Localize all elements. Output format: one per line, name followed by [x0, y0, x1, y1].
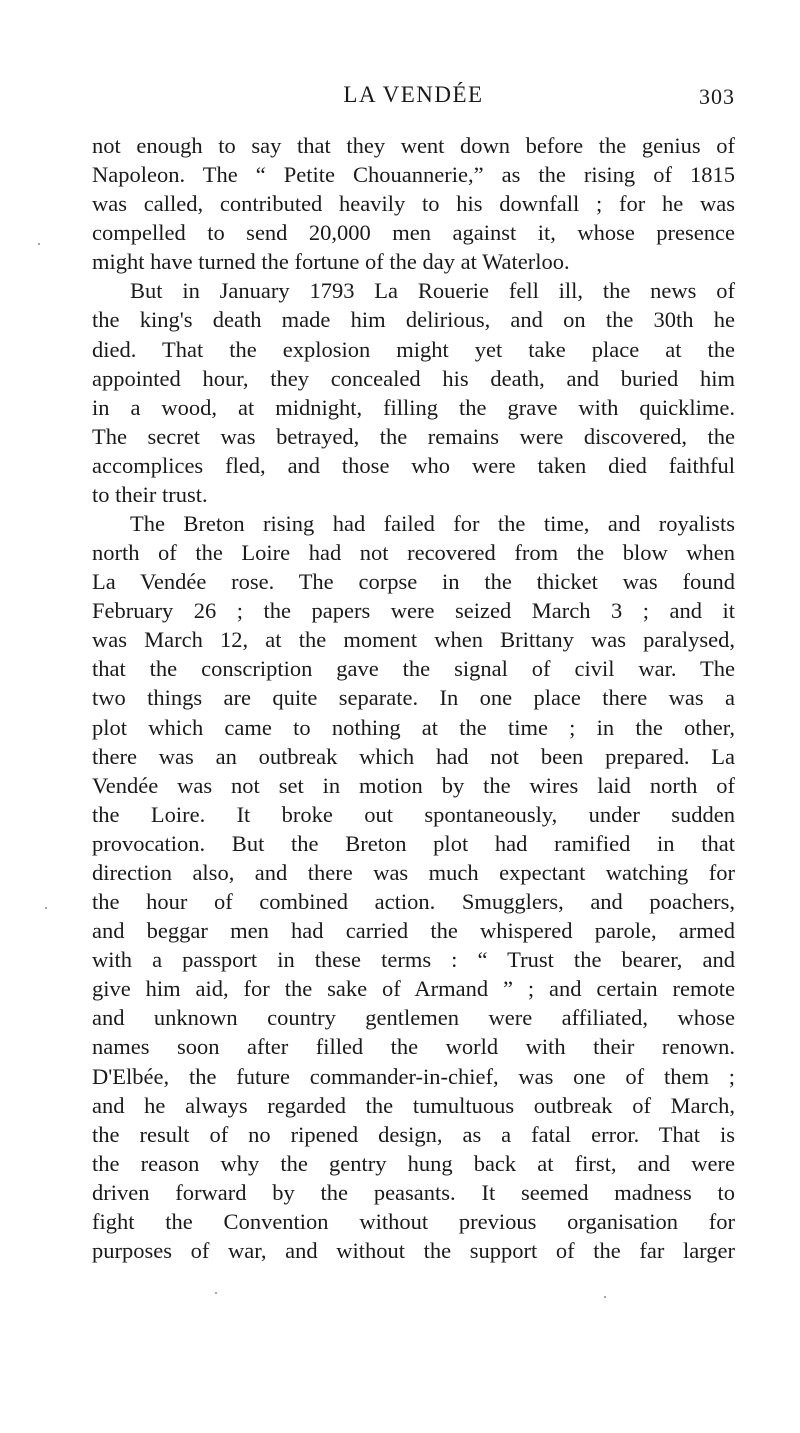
text-line: with a passport in these terms : “ Trust the bearer, and [92, 947, 735, 973]
text-line: provocation. But the Breton plot had ramified in that [92, 830, 735, 856]
page-number: 303 [699, 84, 735, 109]
text-line: compelled to send 20,000 men against it, whose presence [92, 220, 735, 246]
text-line: to their trust. [92, 481, 208, 507]
text-line: and unknown country gentlemen were affiliated, whose [92, 1005, 735, 1031]
text-line: two things are quite separate. In one place there was a [92, 685, 735, 711]
text-line: the hour of combined action. Smugglers, and poachers, [92, 889, 735, 915]
text-line: The Breton rising had failed for the time, and royalists [130, 511, 735, 537]
scan-speck [215, 1292, 217, 1294]
running-title: LA VENDÉE [343, 82, 484, 107]
page-header [92, 78, 735, 112]
text-line: was March 12, at the moment when Brittany was paralysed, [92, 627, 735, 653]
text-line: there was an outbreak which had not been prepared. La [92, 743, 735, 769]
text-line: The secret was betrayed, the remains were discovered, the [92, 423, 735, 449]
text-line: might have turned the fortune of the day at Waterloo. [92, 249, 570, 275]
text-line: that the conscription gave the signal of civil war. The [92, 656, 735, 682]
scan-speck [604, 1296, 606, 1298]
text-line: accomplices fled, and those who were taken died faithful [92, 452, 735, 478]
scan-speck [38, 243, 40, 245]
text-line: give him aid, for the sake of Armand ” ; and certain remote [92, 976, 735, 1002]
text-line: and beggar men had carried the whispered parole, armed [92, 918, 735, 944]
text-line: north of the Loire had not recovered from the blow when [92, 540, 735, 566]
text-line: not enough to say that they went down before the genius of [92, 133, 735, 158]
text-line: the Loire. It broke out spontaneously, under sudden [92, 801, 735, 827]
text-line: plot which came to nothing at the time ; in the other, [92, 714, 735, 740]
text-line: February 26 ; the papers were seized March 3 ; and it [92, 598, 735, 624]
text-line: D'Elbée, the future commander-in-chief, was one of them ; [92, 1063, 735, 1089]
body-text [92, 131, 735, 1265]
text-line: Vendée was not set in motion by the wires laid north of [92, 772, 735, 798]
text-line: and he always regarded the tumultuous outbreak of March, [92, 1092, 735, 1118]
text-line: the reason why the gentry hung back at first, and were [92, 1150, 735, 1176]
text-line: the king's death made him delirious, and on the 30th he [92, 307, 735, 333]
text-line: direction also, and there was much expectant watching for [92, 859, 735, 885]
text-line: appointed hour, they concealed his death, and buried him [92, 365, 735, 391]
text-line: was called, contributed heavily to his downfall ; for he was [92, 191, 735, 217]
text-line: But in January 1793 La Rouerie fell ill, the news of [130, 278, 735, 304]
text-line: driven forward by the peasants. It seemed madness to [92, 1179, 735, 1205]
text-line: names soon after filled the world with their renown. [92, 1034, 735, 1060]
text-line: the result of no ripened design, as a fatal error. That is [92, 1121, 735, 1147]
text-line: Napoleon. The “ Petite Chouannerie,” as the rising of 1815 [92, 162, 735, 188]
text-line: purposes of war, and without the support of the far larger [92, 1237, 735, 1263]
text-line: fight the Convention without previous organisation for [92, 1208, 735, 1234]
text-line: in a wood, at midnight, filling the grave with quicklime. [92, 394, 735, 420]
text-line: La Vendée rose. The corpse in the thicket was found [92, 569, 735, 595]
scan-speck [45, 907, 47, 909]
text-line: died. That the explosion might yet take place at the [92, 336, 735, 362]
